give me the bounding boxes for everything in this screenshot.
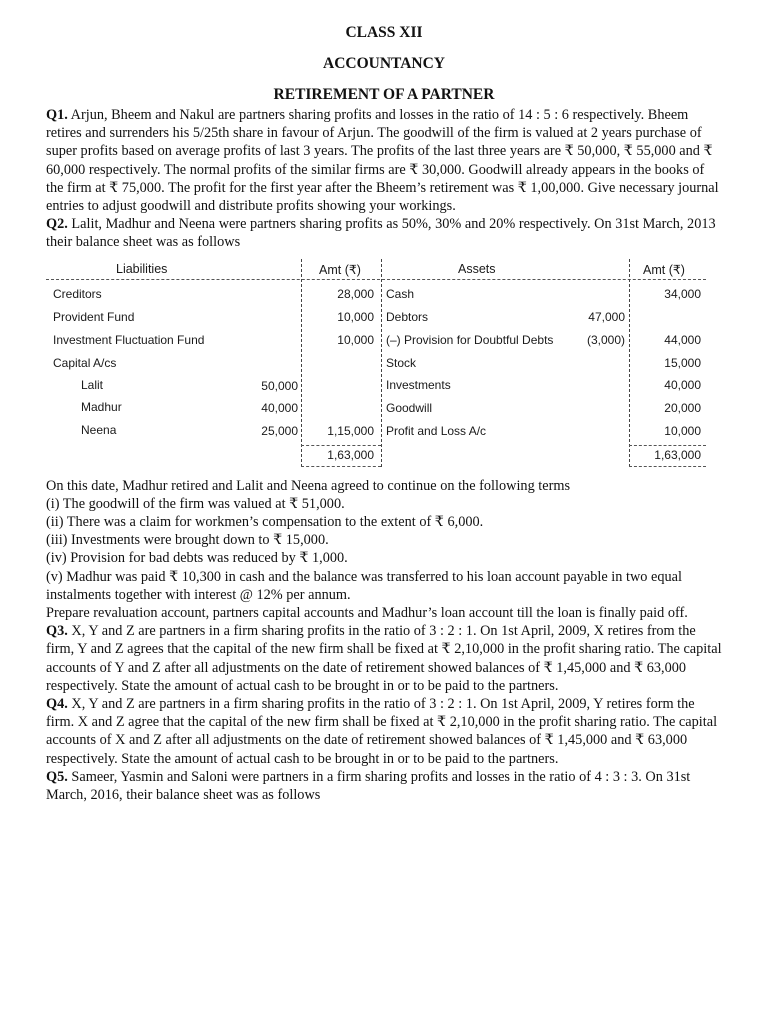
question-4-label: Q4. — [46, 696, 68, 713]
header-amount-right: Amt (₹) — [643, 262, 685, 277]
asset-profit-loss-amt: 10,000 — [664, 423, 701, 438]
asset-provision-amt: (3,000) — [586, 332, 625, 347]
asset-investments: Investments — [386, 377, 451, 392]
liab-capital-total: 1,15,000 — [327, 423, 374, 438]
header-rule — [46, 279, 706, 280]
liab-capital-madhur-amt: 40,000 — [261, 400, 298, 415]
asset-stock: Stock — [386, 355, 417, 370]
worksheet-page — [46, 20, 722, 804]
header-assets: Assets — [458, 261, 496, 276]
question-5-text: Sameer, Yasmin and Saloni were partners in a firm sharing profits and losses in the ratio of 4 : 3 : 3. On 31st March, 2016, their balance sheet was as follows — [46, 768, 691, 804]
asset-provision-doubtful-debts: (–) Provision for Doubtful Debts — [386, 332, 554, 347]
term-prepare-accounts: Prepare revaluation account, partners capital accounts and Madhur’s loan account till the loan is finally paid off. — [46, 605, 688, 622]
asset-grand-total: 1,63,000 — [654, 447, 701, 462]
term-goodwill: (i) The goodwill of the firm was valued at ₹ 51,000. — [46, 495, 345, 512]
liab-creditors-amt: 28,000 — [337, 286, 374, 301]
header-amount-left: Amt (₹) — [319, 262, 361, 277]
assets-total-underline — [629, 466, 706, 467]
liab-provident-fund-amt: 10,000 — [337, 309, 374, 324]
question-3 — [46, 622, 722, 695]
assets-total-rule — [629, 445, 706, 446]
liab-creditors: Creditors — [53, 286, 102, 301]
liab-capital-accounts: Capital A/cs — [53, 355, 117, 370]
asset-cash-amt: 34,000 — [664, 286, 701, 301]
liab-grand-total: 1,63,000 — [327, 447, 374, 462]
question-4-text: X, Y and Z are partners in a firm sharing profits in the ratio of 3 : 2 : 1. On 1st April, 2009, Y retires form the firm. X and Z agree that the capital of the new firm shall be fixed at ₹ 2,10,000 in the profit sharing ratio. The capital accounts of X and Z after all adjustments on the date of retirement showed balances of ₹ 1,45,000 and ₹ 63,000 respectively. State the amount of actual cash to be brought in or to be paid to the partners. — [46, 696, 718, 767]
liab-capital-neena-amt: 25,000 — [261, 423, 298, 438]
balance-sheet-table — [46, 259, 706, 469]
question-5-label: Q5. — [46, 768, 68, 785]
question-1 — [46, 106, 722, 215]
term-investments: (iii) Investments were brought down to ₹ 15,000. — [46, 532, 329, 549]
question-4 — [46, 695, 722, 768]
col-divider-mid — [381, 259, 382, 467]
question-1-label: Q1. — [46, 107, 68, 123]
terms-intro: On this date, Madhur retired and Lalit and Neena agreed to continue on the following terms — [46, 477, 571, 494]
asset-debtors-net: 44,000 — [664, 332, 701, 347]
class-heading: CLASS XII — [345, 24, 423, 41]
question-2 — [46, 215, 722, 251]
liab-capital-neena: Neena — [81, 422, 117, 437]
question-3-label: Q3. — [46, 623, 68, 640]
subject-heading: ACCOUNTANCY — [323, 55, 445, 72]
liab-capital-madhur: Madhur — [81, 399, 122, 414]
asset-investments-amt: 40,000 — [664, 377, 701, 392]
question-2-terms — [46, 477, 722, 623]
topic-heading: RETIREMENT OF A PARTNER — [273, 86, 495, 103]
liab-provident-fund: Provident Fund — [53, 309, 135, 324]
asset-profit-loss: Profit and Loss A/c — [386, 423, 487, 438]
term-madhur-payment: (v) Madhur was paid ₹ 10,300 in cash and the balance was transferred to his loan account payable in two equal instalments together with interest @ 12% per annum. — [46, 568, 682, 603]
liab-total-rule — [301, 445, 381, 446]
question-3-text: X, Y and Z are partners in a firm sharing profits in the ratio of 3 : 2 : 1. On 1st April, 2009, X retires from the firm, Y and Z agrees that the capital of the new firm shall be fixed at ₹ 2,10,000 in the profit sharing ratio. The capital accounts of Y and Z after all adjustments on the date of retirement showed balances of ₹ 1,45,000 and ₹ 63,000 respectively. State the amount of actual cash to be brought in or to be paid to the partners. — [46, 623, 722, 694]
question-2-label: Q2. — [46, 216, 68, 233]
asset-goodwill-amt: 20,000 — [664, 400, 701, 415]
liab-investment-fluctuation-fund: Investment Fluctuation Fund — [53, 332, 205, 347]
term-workmen-compensation: (ii) There was a claim for workmen’s compensation to the extent of ₹ 6,000. — [46, 514, 484, 531]
asset-stock-amt: 15,000 — [664, 355, 701, 370]
liab-capital-lalit: Lalit — [81, 377, 104, 392]
liab-capital-lalit-amt: 50,000 — [261, 378, 298, 393]
term-provision: (iv) Provision for bad debts was reduced by ₹ 1,000. — [46, 550, 348, 567]
question-5 — [46, 768, 722, 804]
question-1-text: Arjun, Bheem and Nakul are partners sharing profits and losses in the ratio of 14 : 5 : 6 respectively. Bheem retires and surrenders his 5/25th share in favour of Arjun. The goodwill of the firm is valued at 2 years purchase of super profits based on average profits of last 3 years. The profits of the last three years are ₹ 50,000, ₹ 55,000 and ₹ 60,000 respectively. The normal profits of the similar firms are ₹ 30,000. Goodwill already appears in the books of the firm at ₹ 75,000. The profit for the first year after the Bheem’s retirement was ₹ 1,00,000. Give necessary journal entries to adjust goodwill and distribute profits showing your workings. — [46, 107, 719, 215]
header-liabilities: Liabilities — [116, 261, 168, 276]
asset-cash: Cash — [386, 286, 415, 301]
asset-debtors: Debtors — [386, 309, 429, 324]
liab-ifr-amt: 10,000 — [337, 332, 374, 347]
liab-total-underline — [301, 466, 381, 467]
question-2-text: Lalit, Madhur and Neena were partners sharing profits as 50%, 30% and 20% respectively. On 31st March, 2013 their balance sheet was as follows — [46, 216, 716, 251]
asset-goodwill: Goodwill — [386, 400, 433, 415]
asset-debtors-gross: 47,000 — [588, 309, 625, 324]
